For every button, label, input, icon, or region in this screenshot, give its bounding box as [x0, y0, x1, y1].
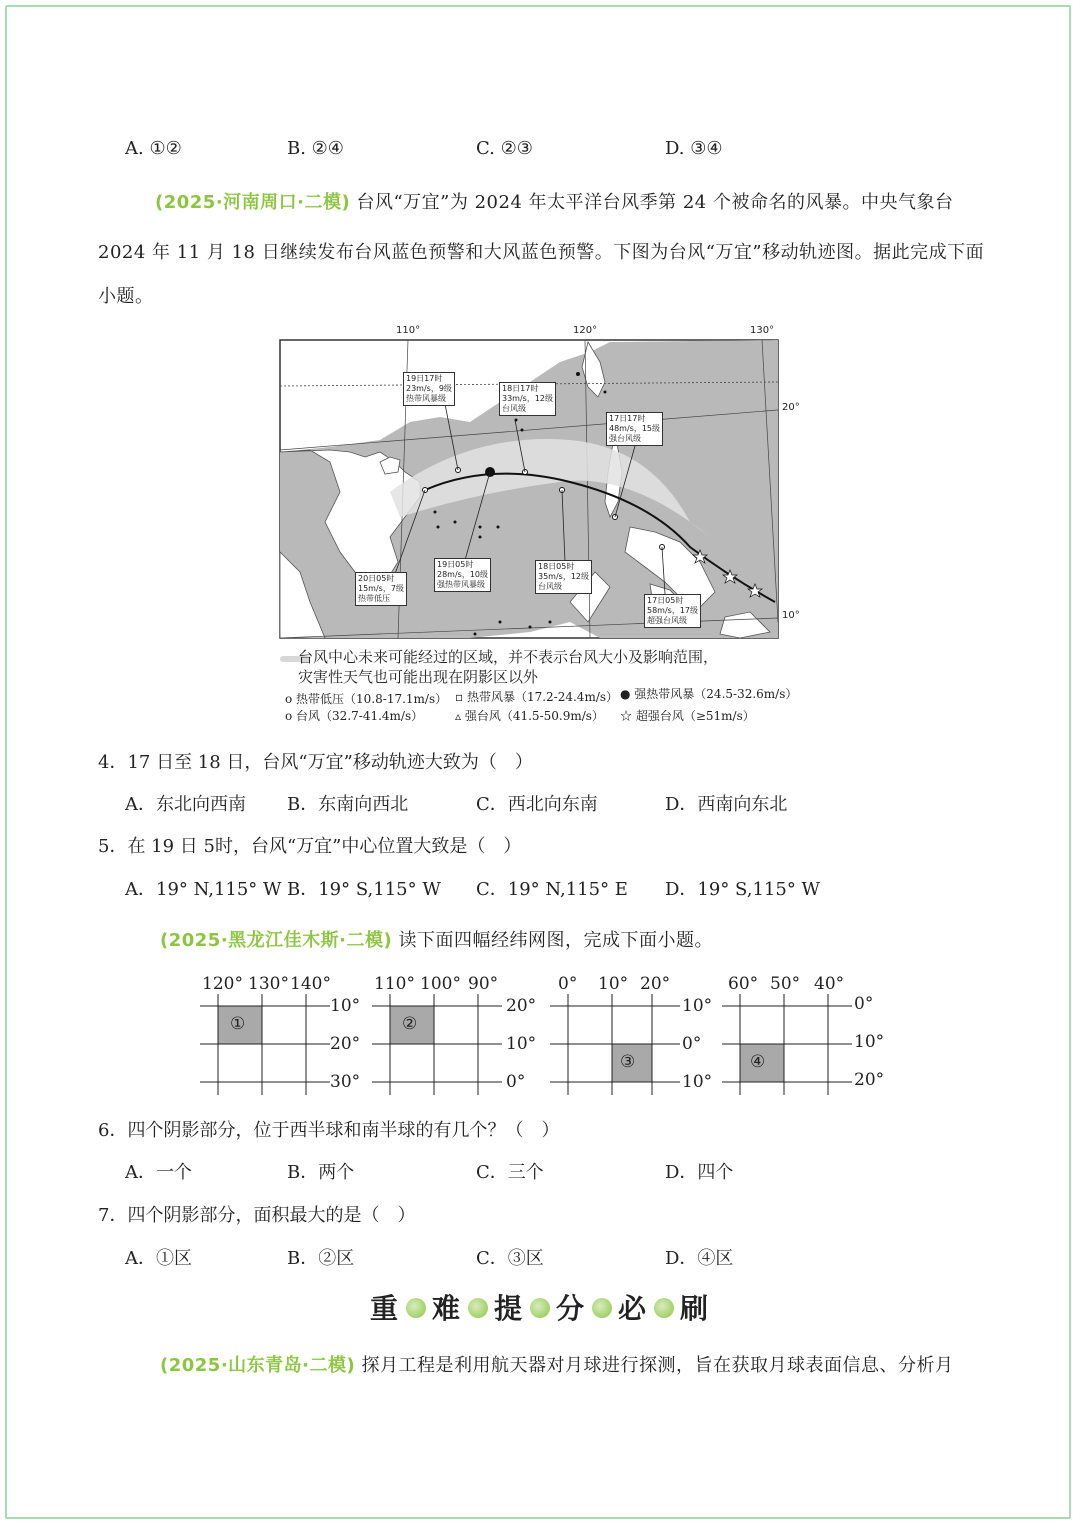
q7-stem: 7．四个阴影部分，面积最大的是（ ） — [98, 1205, 416, 1226]
grid-1-mark: ① — [230, 1014, 246, 1034]
grid-4 — [722, 970, 900, 1100]
green-dot-icon — [592, 1298, 612, 1318]
box-18-17-level: 台风级 — [502, 404, 526, 413]
grid-2 — [372, 970, 547, 1100]
box-19-05-speed: 28m/s，10级 — [437, 570, 489, 579]
box-17-05-level: 超强台风级 — [647, 616, 687, 625]
heading-char-6: 刷 — [680, 1292, 711, 1325]
intro2-source: (2025·黑龙江佳木斯·二模) — [160, 930, 393, 951]
q7-option-b[interactable]: B．②区 — [287, 1248, 355, 1269]
grid-1-top-2: 140° — [290, 974, 331, 994]
box-19-17 — [403, 372, 455, 406]
grid-2-top-0: 110° — [374, 974, 415, 994]
intro1-line3: 小题。 — [98, 286, 154, 307]
q3-option-a[interactable]: A. ①② — [125, 138, 182, 159]
box-18-05 — [535, 560, 592, 594]
legend-icon-open-circle: ο — [285, 709, 297, 723]
grid-2-right-0: 20° — [506, 996, 537, 1016]
legend-item-ty: ο 台风（32.7-41.4m/s） — [285, 709, 424, 723]
box-20-05-level: 热带低压 — [358, 594, 390, 603]
box-17-05-speed: 58m/s，17级 — [647, 606, 699, 615]
grid-2-top-2: 90° — [468, 974, 499, 994]
q4-option-b[interactable]: B．东南向西北 — [287, 794, 409, 815]
grid-1-right-0: 10° — [330, 996, 361, 1016]
legend-line1: 台风中心未来可能经过的区域，并不表示台风大小及影响范围， — [298, 648, 719, 666]
q6-option-c[interactable]: C．三个 — [476, 1162, 544, 1183]
box-18-05-speed: 35m/s，12级 — [538, 572, 590, 581]
legend-icon-star: ☆ — [620, 709, 636, 723]
intro1-line1: 台风“万宜”为 2024 年太平洋台风季第 24 个被命名的风暴。中央气象台 — [356, 192, 954, 213]
box-18-05-time: 18日05时 — [538, 562, 575, 571]
q6-stem: 6．四个阴影部分，位于西半球和南半球的有几个？（ ） — [98, 1120, 560, 1141]
q6-option-d[interactable]: D．四个 — [665, 1162, 734, 1183]
legend-icon-filled-circle: ● — [620, 687, 635, 701]
box-17-05-time: 17日05时 — [647, 596, 684, 605]
box-20-05-time: 20日05时 — [358, 574, 395, 583]
q5-option-d[interactable]: D．19° S,115° W — [665, 879, 821, 900]
lon-label-110: 110° — [396, 325, 421, 336]
q3-option-d[interactable]: D. ③④ — [665, 138, 723, 159]
map-drawing — [270, 322, 810, 652]
box-17-17-level: 强台风级 — [609, 434, 641, 443]
box-17-05 — [644, 594, 701, 628]
q4-option-a[interactable]: A．东北向西南 — [125, 794, 246, 815]
q3-option-c[interactable]: C. ②③ — [476, 138, 533, 159]
q5-stem: 5．在 19 日 5时，台风“万宜”中心位置大致是（ ） — [98, 836, 522, 857]
grid-4-right-0: 0° — [854, 994, 874, 1014]
grid-1 — [200, 970, 370, 1100]
legend-icon-square: ▫ — [455, 690, 467, 704]
q7-option-d[interactable]: D．④区 — [665, 1248, 734, 1269]
green-dot-icon — [406, 1298, 426, 1318]
intro1-line2: 2024 年 11 月 18 日继续发布台风蓝色预警和大风蓝色预警。下图为台风“万宜”移动轨迹图。据此完成下面 — [98, 242, 985, 263]
grid-4-top-2: 40° — [814, 974, 845, 994]
box-20-05-speed: 15m/s，7级 — [358, 584, 404, 593]
latlon-grids — [200, 970, 900, 1100]
grid-1-right-2: 30° — [330, 1072, 361, 1092]
grid-4-right-2: 20° — [854, 1070, 885, 1090]
legend-item-ts: ▫ 热带风暴（17.2-24.4m/s） — [455, 690, 619, 704]
lon-label-120: 120° — [573, 325, 598, 336]
legend-item-sts: ● 强热带风暴（24.5-32.6m/s） — [620, 687, 798, 701]
heading-char-5: 必 — [618, 1292, 649, 1325]
intro2-text: 读下面四幅经纬网图，完成下面小题。 — [398, 930, 713, 951]
section-heading — [0, 1287, 1080, 1327]
q4-option-c[interactable]: C．西北向东南 — [476, 794, 598, 815]
grid-3-top-0: 0° — [558, 974, 578, 994]
legend-icon-open-small: ο — [285, 692, 297, 706]
q4-stem: 4．17 日至 18 日，台风“万宜”移动轨迹大致为（ ） — [98, 752, 533, 773]
box-17-17-speed: 48m/s，15级 — [609, 424, 661, 433]
q5-option-c[interactable]: C．19° N,115° E — [476, 879, 628, 900]
box-19-05-time: 19日05时 — [437, 560, 474, 569]
grid-3-top-2: 20° — [640, 974, 671, 994]
q7-option-a[interactable]: A．①区 — [125, 1248, 192, 1269]
box-19-17-time: 19日17时 — [406, 374, 443, 383]
grid-1-right-1: 20° — [330, 1034, 361, 1054]
grid-4-mark: ④ — [750, 1052, 766, 1072]
box-19-17-level: 热带风暴级 — [406, 394, 446, 403]
grid-1-top-1: 130° — [248, 974, 289, 994]
box-19-05-level: 强热带风暴级 — [437, 580, 485, 589]
heading-char-4: 分 — [556, 1292, 587, 1325]
grid-4-top-1: 50° — [770, 974, 801, 994]
grid-3-right-2: 10° — [682, 1072, 713, 1092]
intro2-wrap — [160, 926, 713, 952]
grid-2-top-1: 100° — [420, 974, 461, 994]
grid-2-right-2: 0° — [506, 1072, 526, 1092]
box-20-05 — [355, 572, 407, 606]
grid-3 — [550, 970, 725, 1100]
grid-2-right-1: 10° — [506, 1034, 537, 1054]
grid-4-right-1: 10° — [854, 1032, 885, 1052]
q3-option-b[interactable]: B. ②④ — [287, 138, 344, 159]
legend-item-super: ☆ 超强台风（≥51m/s） — [620, 709, 755, 723]
green-dot-icon — [530, 1298, 550, 1318]
grid-4-top-0: 60° — [728, 974, 759, 994]
grid-3-mark: ③ — [620, 1052, 636, 1072]
heading-char-2: 难 — [431, 1292, 462, 1325]
grid-3-right-0: 10° — [682, 996, 713, 1016]
q5-option-a[interactable]: A．19° N,115° W — [125, 879, 282, 900]
lat-label-10: 10° — [782, 610, 800, 621]
intro3-source: (2025·山东青岛·二模) — [160, 1355, 356, 1376]
legend-icon-triangle: ▵ — [455, 709, 465, 723]
intro3-wrap — [160, 1351, 953, 1377]
box-18-05-level: 台风级 — [538, 582, 562, 591]
green-dot-icon — [468, 1298, 488, 1318]
intro3-text: 探月工程是利用航天器对月球进行探测，旨在获取月球表面信息、分析月 — [361, 1355, 954, 1376]
q6-option-b[interactable]: B．两个 — [287, 1162, 355, 1183]
box-17-17-time: 17日17时 — [609, 414, 646, 423]
lat-label-20: 20° — [782, 402, 800, 413]
q4-option-d[interactable]: D．西南向东北 — [665, 794, 788, 815]
lon-label-130: 130° — [750, 325, 775, 336]
heading-char-3: 提 — [493, 1292, 524, 1325]
q6-option-a[interactable]: A．一个 — [125, 1162, 192, 1183]
q5-option-b[interactable]: B．19° S,115° W — [287, 879, 441, 900]
box-17-17 — [606, 412, 663, 446]
box-18-17 — [499, 382, 556, 416]
box-19-17-speed: 23m/s，9级 — [406, 384, 452, 393]
box-18-17-time: 18日17时 — [502, 384, 539, 393]
legend-item-sty: ▵ 强台风（41.5-50.9m/s） — [455, 709, 604, 723]
grid-1-top-0: 120° — [202, 974, 243, 994]
legend-item-td: ο 热带低压（10.8-17.1m/s） — [285, 692, 448, 706]
box-18-17-speed: 33m/s，12级 — [502, 394, 554, 403]
grid-3-top-1: 10° — [598, 974, 629, 994]
heading-char-1: 重 — [369, 1292, 400, 1325]
box-19-05 — [434, 558, 491, 592]
grid-2-mark: ② — [402, 1014, 418, 1034]
legend-line2: 灾害性天气也可能出现在阴影区以外 — [298, 668, 539, 686]
typhoon-map — [270, 322, 810, 652]
intro1-source: (2025·河南周口·二模) — [155, 192, 351, 213]
green-dot-icon — [654, 1298, 674, 1318]
intro1-line1-wrap — [155, 188, 953, 214]
q7-option-c[interactable]: C．③区 — [476, 1248, 544, 1269]
grid-3-right-1: 0° — [682, 1034, 702, 1054]
